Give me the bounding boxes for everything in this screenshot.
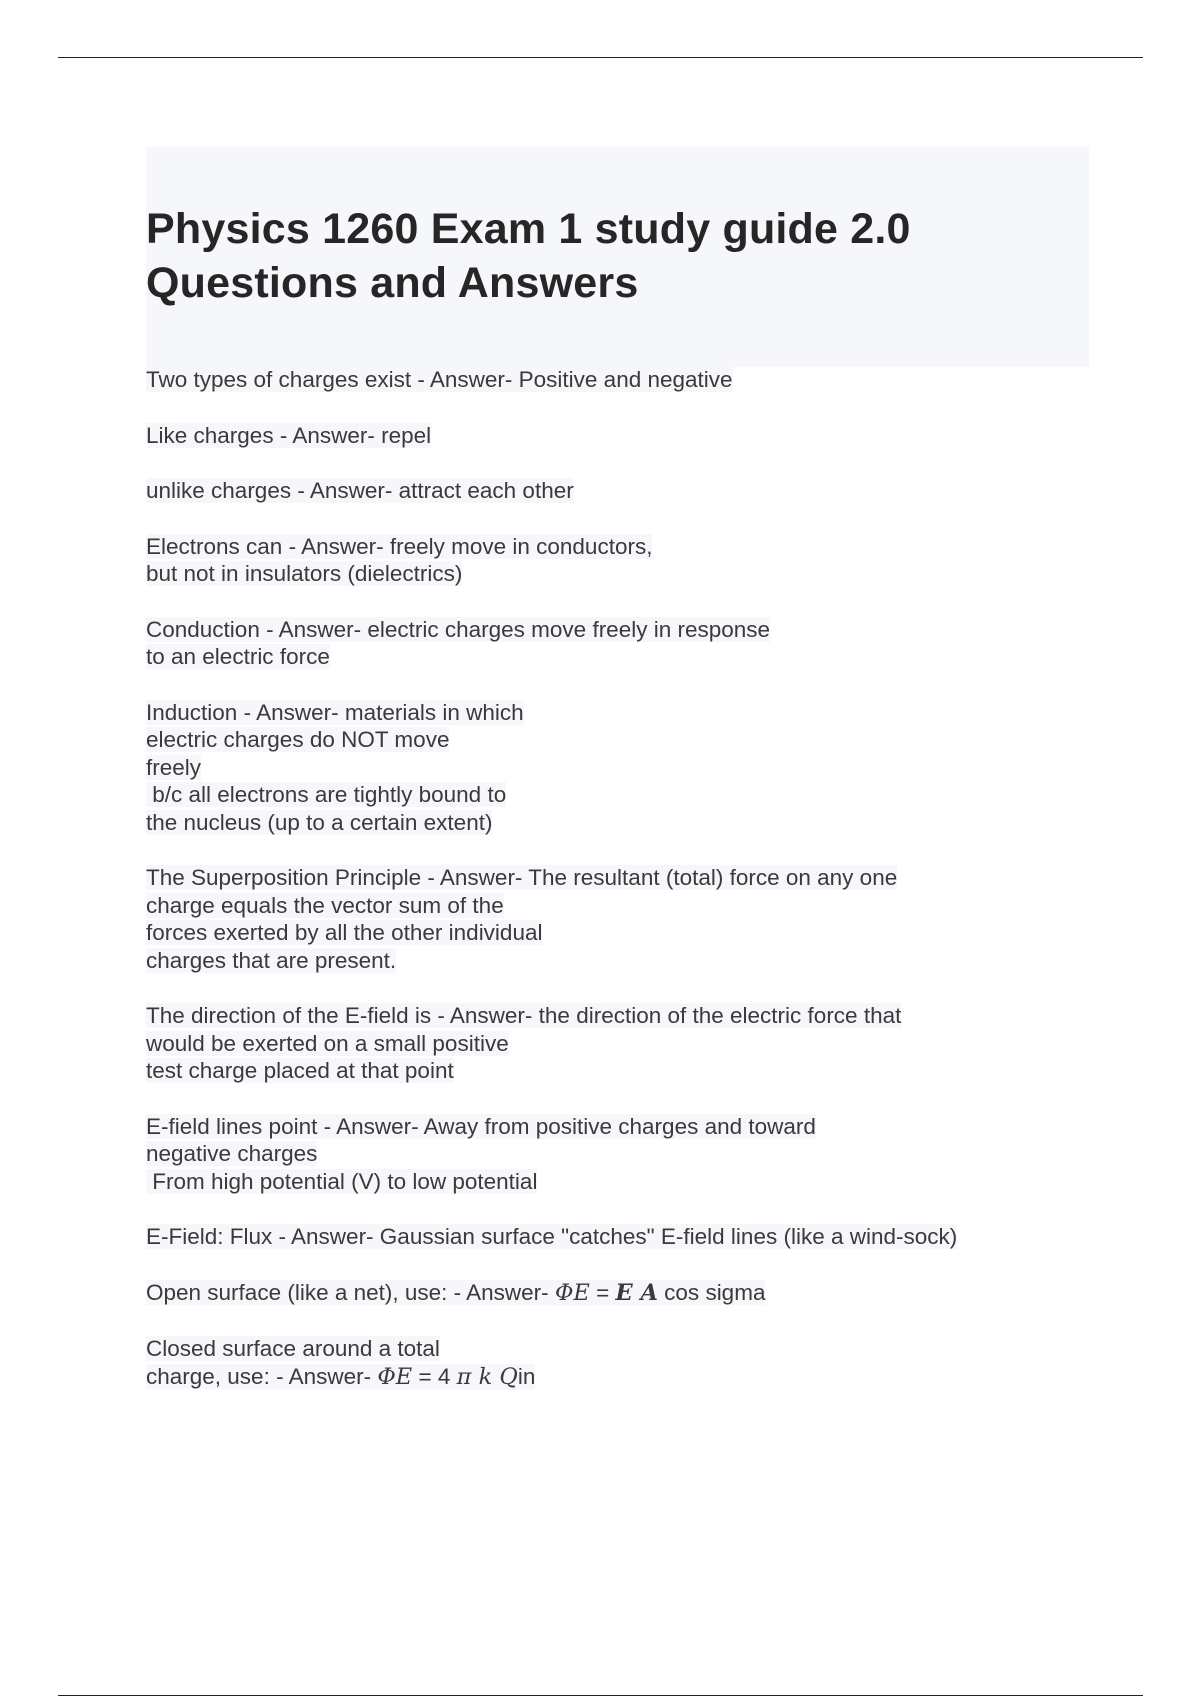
- equals-sign: =: [589, 1279, 616, 1305]
- flux-symbol: ΦE: [554, 1279, 590, 1306]
- formula-prefix: charge, use: - Answer-: [146, 1363, 378, 1389]
- qa-line: to an electric force: [146, 644, 330, 669]
- qa-item-efield-lines: [146, 1113, 1126, 1196]
- qa-line: Two types of charges exist - Answer- Positive and negative: [146, 367, 733, 392]
- qa-line: negative charges: [146, 1141, 318, 1166]
- qa-line: [146, 1279, 1126, 1308]
- formula-suffix: in: [517, 1363, 536, 1389]
- qa-line: test charge placed at that point: [146, 1058, 454, 1083]
- formula-middle: = 4: [412, 1363, 457, 1389]
- qa-line: Induction - Answer- materials in which: [146, 699, 524, 725]
- header-rule: [58, 57, 1143, 58]
- qa-item-charge-types: [146, 366, 1126, 394]
- qa-item-unlike-charges: [146, 477, 1126, 505]
- qa-line: The Superposition Principle - Answer- The resultant (total) force on any one: [146, 865, 898, 890]
- qa-item-electrons: [146, 533, 1126, 588]
- qa-line: would be exerted on a small positive: [146, 1030, 509, 1056]
- qa-line: Conduction - Answer- electric charges move freely in response: [146, 616, 771, 642]
- qa-line: From high potential (V) to low potential: [146, 1168, 538, 1194]
- qa-line: E-Field: Flux - Answer- Gaussian surface "catches" E-field lines (like a wind-sock): [146, 1224, 958, 1249]
- qa-list: [146, 366, 1126, 1419]
- qa-line: Electrons can - Answer- freely move in conductors,: [146, 533, 653, 559]
- qa-item-induction: [146, 699, 1126, 837]
- formula-suffix: cos sigma: [657, 1279, 766, 1305]
- document-title-line-2: Questions and Answers: [146, 259, 639, 307]
- qa-line: The direction of the E-field is - Answer- the direction of the electric force that: [146, 1003, 902, 1028]
- qa-line: forces exerted by all the other individual: [146, 920, 543, 945]
- qa-line: electric charges do NOT move: [146, 727, 450, 752]
- footer-rule: [58, 1695, 1143, 1696]
- document-title-line-1: Physics 1260 Exam 1 study guide 2.0: [146, 205, 911, 253]
- qa-line: Closed surface around a total: [146, 1336, 440, 1361]
- qa-line: E-field lines point - Answer- Away from positive charges and toward: [146, 1113, 816, 1139]
- qa-line: [146, 1363, 1126, 1392]
- flux-symbol: ΦE: [377, 1363, 413, 1390]
- formula-prefix: Open surface (like a net), use: - Answer-: [146, 1279, 555, 1305]
- qa-item-efield-flux: [146, 1223, 1126, 1251]
- qa-item-like-charges: [146, 422, 1126, 450]
- qa-line: the nucleus (up to a certain extent): [146, 809, 493, 835]
- qa-line: unlike charges - Answer- attract each other: [146, 478, 574, 503]
- qa-item-superposition: [146, 864, 1126, 974]
- qa-item-open-surface: [146, 1279, 1126, 1308]
- qa-line: b/c all electrons are tightly bound to: [146, 782, 507, 807]
- qa-item-efield-direction: [146, 1002, 1126, 1085]
- pi-k-q-symbol: π k Q: [456, 1363, 518, 1390]
- qa-line: but not in insulators (dielectrics): [146, 561, 463, 586]
- qa-line: freely: [146, 754, 202, 780]
- qa-item-closed-surface: [146, 1335, 1126, 1391]
- qa-line: charge equals the vector sum of the: [146, 892, 504, 918]
- qa-line: Like charges - Answer- repel: [146, 422, 432, 448]
- title-block: [146, 147, 1089, 367]
- qa-line: charges that are present.: [146, 947, 397, 973]
- qa-item-conduction: [146, 616, 1126, 671]
- field-area-symbol: E A: [615, 1279, 658, 1306]
